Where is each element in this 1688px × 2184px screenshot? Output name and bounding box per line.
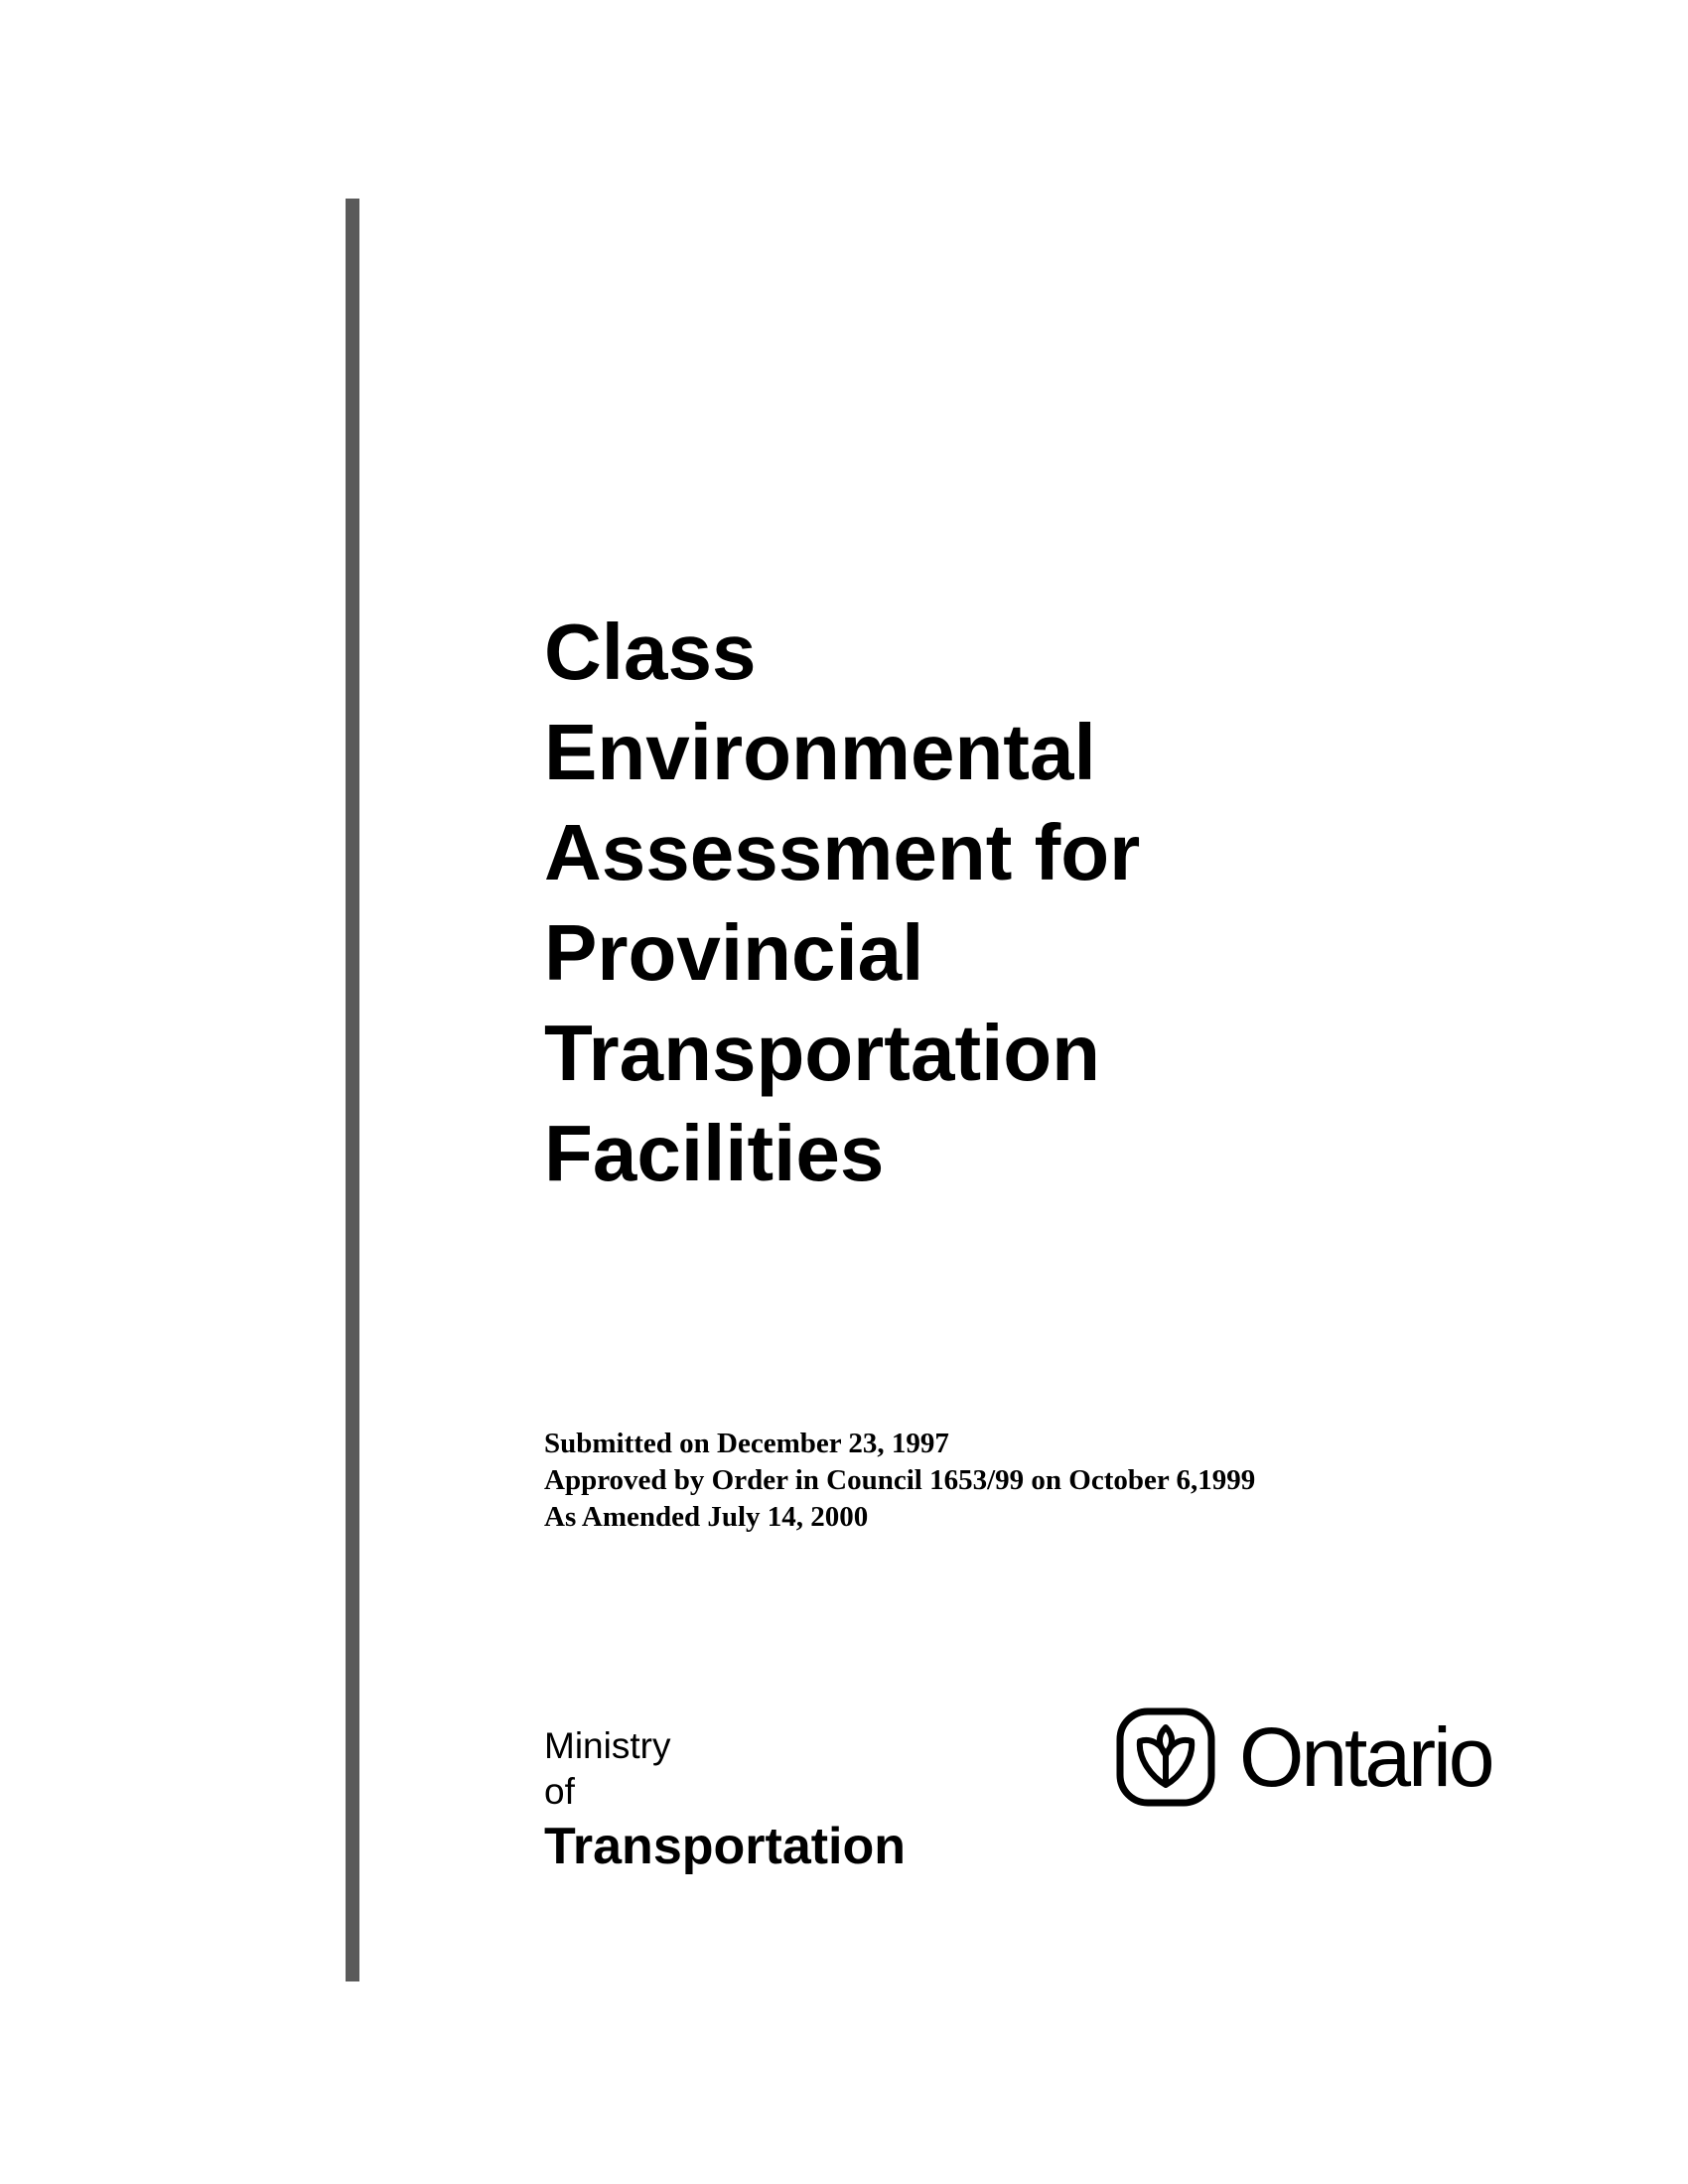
amended-date: As Amended July 14, 2000	[544, 1501, 869, 1533]
ministry-line-transportation: Transportation	[544, 1818, 907, 1875]
ontario-wordmark: Ontario	[1239, 1710, 1492, 1804]
submitted-date: Submitted on December 23, 1997	[544, 1428, 949, 1459]
title-line: Class	[544, 608, 757, 696]
ministry-line: of	[544, 1771, 575, 1812]
title-line: Transportation	[544, 1009, 1101, 1097]
title-line: Environmental	[544, 708, 1096, 796]
approved-date: Approved by Order in Council 1653/99 on October 6,1999	[544, 1464, 1256, 1496]
trillium-icon	[1116, 1707, 1215, 1807]
title-line: Provincial	[544, 908, 924, 997]
title-line: Assessment for	[544, 808, 1141, 896]
title-line: Facilities	[544, 1109, 885, 1197]
document-title	[544, 602, 1140, 1203]
ministry-name	[544, 1723, 906, 1878]
side-bar-divider	[346, 199, 359, 1981]
ontario-logo	[1116, 1707, 1491, 1807]
ministry-line: Ministry	[544, 1725, 671, 1766]
document-dates	[544, 1426, 1255, 1536]
